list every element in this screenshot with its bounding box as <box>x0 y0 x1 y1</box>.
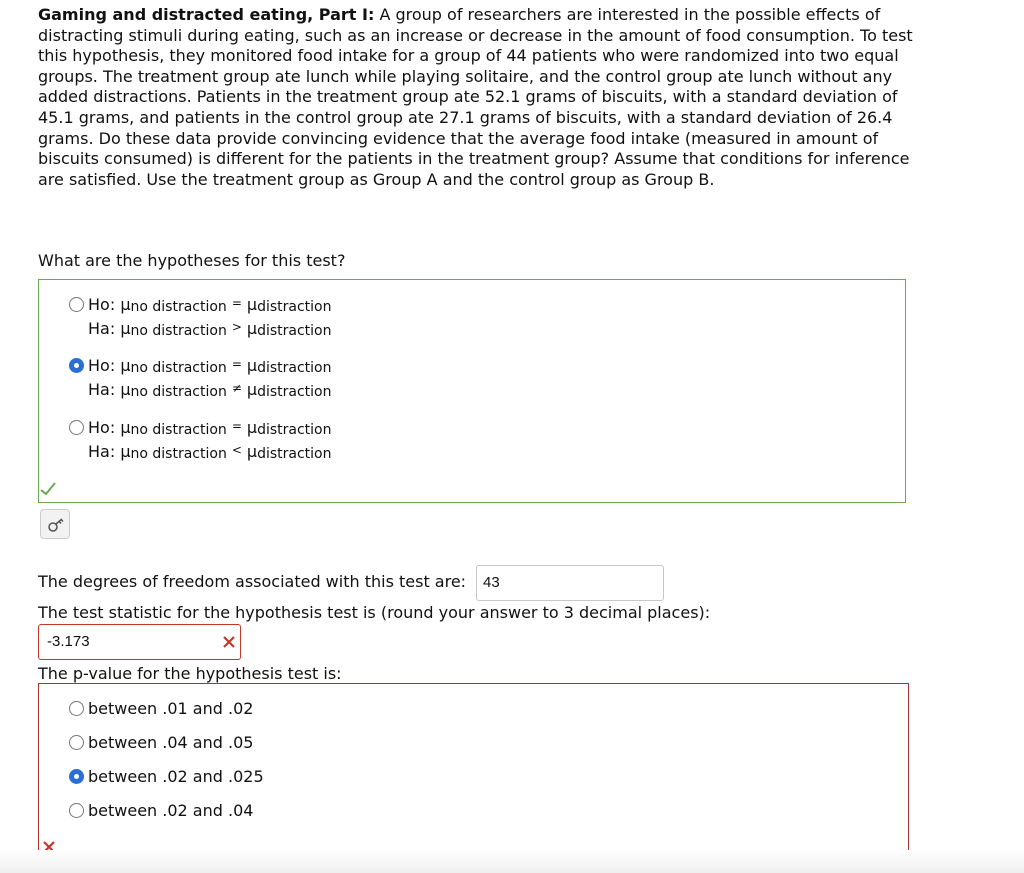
operator: ≠ <box>231 381 242 395</box>
subscript-b: distraction <box>257 422 332 438</box>
pvalue-option-label: between .02 and .04 <box>88 800 254 820</box>
subscript-a: no distraction <box>130 360 227 376</box>
dof-label: The degrees of freedom associated with this test are: <box>38 572 467 591</box>
pvalue-option-3[interactable] <box>69 765 264 787</box>
hypotheses-question: What are the hypotheses for this test? <box>38 251 346 270</box>
subscript-a: no distraction <box>130 299 227 315</box>
subscript-b: distraction <box>257 384 332 400</box>
operator: = <box>231 419 242 433</box>
mu-symbol: μ <box>120 294 131 314</box>
hypothesis-option-2[interactable] <box>69 353 332 401</box>
test-statistic-label: The test statistic for the hypothesis test is (round your answer to 3 decimal places): <box>38 603 711 622</box>
radio-button-selected[interactable] <box>69 769 84 784</box>
hypotheses-answer-box <box>38 279 906 503</box>
correct-check-icon <box>39 481 57 497</box>
mu-symbol: μ <box>246 417 258 437</box>
subscript-b: distraction <box>257 446 332 462</box>
problem-title: Gaming and distracted eating, Part I: <box>38 5 375 24</box>
radio-button[interactable] <box>69 803 84 818</box>
mu-symbol: μ <box>120 379 131 399</box>
test-statistic-value: -3.173 <box>47 633 90 650</box>
subscript-a: no distraction <box>130 384 227 400</box>
radio-button[interactable] <box>69 701 84 716</box>
answer-key-button[interactable] <box>40 509 70 539</box>
mu-symbol: μ <box>120 441 131 461</box>
pvalue-answer-box <box>38 683 909 860</box>
alt-hypothesis-label: Ha: <box>88 441 116 461</box>
hypothesis-option-3[interactable] <box>69 415 332 463</box>
operator: < <box>231 443 242 457</box>
pvalue-option-label: between .01 and .02 <box>88 698 254 718</box>
problem-text: A group of researchers are interested in the possible effects of distracting stimuli during eating, such as an increase or decrease in the amount of food consumption. To test this hypothesis, they monitored food intake for a group of 44 patients who were randomized into two equal groups. The treatment group ate lunch while playing solitaire, and the control group ate lunch without any added distractions. Patients in the treatment group ate 52.1 grams of biscuits, with a standard deviation of 45.1 grams, and patients in the control group ate 27.1 grams of biscuits, with a standard deviation of 26.4 grams. Do these data provide convincing evidence that the average food intake (measured in amount of biscuits consumed) is different for the patients in the treatment group? Assume that conditions for inference are satisfied. Use the treatment group as Group A and the control group as Group B. <box>38 5 913 189</box>
mu-symbol: μ <box>246 318 258 338</box>
dof-input[interactable]: 43 <box>476 565 664 601</box>
alt-hypothesis-label: Ha: <box>88 318 116 338</box>
operator: = <box>231 357 242 371</box>
alt-hypothesis-label: Ha: <box>88 379 116 399</box>
radio-button-selected[interactable] <box>69 358 84 373</box>
pvalue-option-label: between .02 and .025 <box>88 766 264 786</box>
operator: = <box>231 296 242 310</box>
mu-symbol: μ <box>120 355 131 375</box>
null-hypothesis-label: Ho: <box>88 417 116 437</box>
null-hypothesis-label: Ho: <box>88 355 116 375</box>
subscript-a: no distraction <box>130 422 227 438</box>
mu-symbol: μ <box>246 355 258 375</box>
null-hypothesis-label: Ho: <box>88 294 116 314</box>
radio-button[interactable] <box>69 735 84 750</box>
subscript-b: distraction <box>257 360 332 376</box>
subscript-a: no distraction <box>130 446 227 462</box>
mu-symbol: μ <box>246 441 258 461</box>
radio-button[interactable] <box>69 420 84 435</box>
mu-symbol: μ <box>120 318 131 338</box>
pvalue-option-4[interactable] <box>69 799 253 821</box>
incorrect-x-icon <box>222 635 236 649</box>
subscript-a: no distraction <box>130 323 227 339</box>
pvalue-option-1[interactable] <box>69 697 253 719</box>
pvalue-option-2[interactable] <box>69 731 253 753</box>
pvalue-label: The p-value for the hypothesis test is: <box>38 664 342 683</box>
operator: > <box>231 320 242 334</box>
mu-symbol: μ <box>246 379 258 399</box>
key-icon <box>47 516 65 534</box>
test-statistic-input[interactable] <box>38 624 241 660</box>
mu-symbol: μ <box>246 294 258 314</box>
bottom-shade <box>0 850 1024 873</box>
mu-symbol: μ <box>120 417 131 437</box>
hypothesis-option-1[interactable] <box>69 292 332 340</box>
pvalue-option-label: between .04 and .05 <box>88 732 254 752</box>
radio-button[interactable] <box>69 297 84 312</box>
problem-statement <box>38 5 918 190</box>
subscript-b: distraction <box>257 323 332 339</box>
subscript-b: distraction <box>257 299 332 315</box>
